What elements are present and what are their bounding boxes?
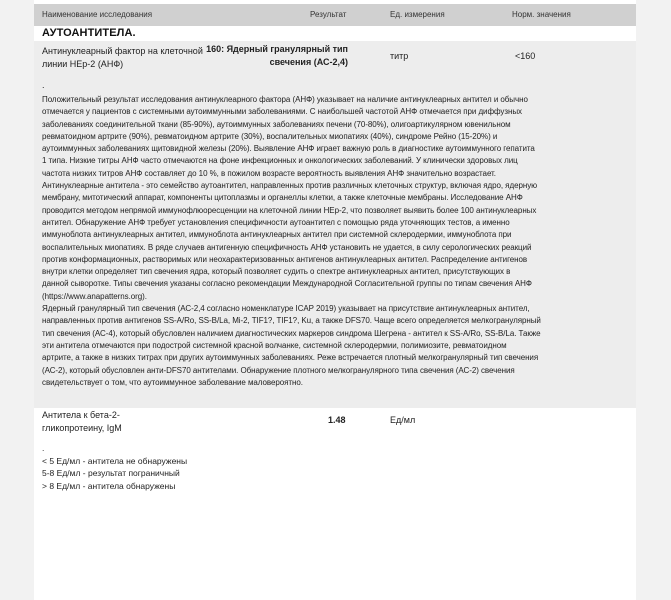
b2gp-reference-notes: . < 5 Ед/мл - антитела не обнаружены 5-8 Ед/мл - результат пограничный > 8 Ед/мл - антитела обнаружены: [42, 443, 188, 491]
b2gp-result: 1.48: [328, 415, 346, 425]
ana-test-name: Антинуклеарный фактор на клеточной линии HEp-2 (АНФ): [42, 46, 203, 69]
table-header: [34, 4, 636, 26]
ana-result: 160: Ядерный гранулярный тип свечения (АС-2,4): [206, 44, 348, 67]
ana-norm: <160: [515, 51, 536, 61]
header-result: Результат: [310, 10, 347, 19]
b2gp-test-name: Антитела к бета-2-гликопротеину, IgM: [42, 410, 122, 433]
header-name: Наименование исследования: [42, 10, 153, 19]
section-title: АУТОАНТИТЕЛА.: [42, 27, 136, 39]
header-norm: Норм. значения: [512, 10, 571, 19]
b2gp-unit: Ед/мл: [390, 415, 416, 425]
header-unit: Ед. измерения: [390, 10, 445, 19]
ana-comment: Положительный результат исследования антинуклеарного фактора (АНФ) указывает на наличие антинуклеарных антител и обычно отмечается у пациентов с системными аутоиммунными заболеваниями. С наибольшей частотой АНФ отмечается при диффузных заболеваниях соединительной ткани (85-90%), аутоиммунных заболеваниях печени (70-80%), олигоартикулярном ювенильном ревматоидном артрите (90%), ревматоидном артрите (30%), воспалительных миопатиях (40%), синдроме Рейно (15-20%) и аутоиммунных заболеваниях щитовидной железы (20%). Выявление АНФ играет важную роль в диагностике аутоиммунного гепатита 1 типа. Низкие титры АНФ часто отмечаются на фоне инфекционных и онкологических заболеваний. У клинически здоровых лиц частота низких титров АНФ составляет до 10 %, в пожилом возрасте вероятность выявления АНФ значительно возрастает. Антинуклеарные антитела - это семейство аутоантител, направленных против различных клеточных структур, включая ядро, ядерную мембрану, митотический аппарат, компоненты цитоплазмы и органеллы клетки, а также клеточные мембраны. Исследование АНФ проводится методом непрямой иммунофлюоресценции на клеточной линии HEp-2, что позволяет выявить более 100 антинуклеарных антител. Обнаружение АНФ требует установления специфичности аутоантител с помощью ряда уточняющих тестов, а именно иммуноблота антинуклеарных антител, иммуноблота антинуклеарных антител при системной склеродермии, иммуноблота при воспалительных миопатиях. В ряде случаев антигенную специфичность АНФ установить не удается, в силу серологических реакций против конформационных, растворимых или неохарактеризованных антигенов антинуклеарных антител. Распределение антигенов внутри клетки определяет тип свечения ядра, который позволяет судить о спектре антинуклеарных антител, присутствующих в данной сыворотке. Типы свечения указаны согласно рекомендации Международной Согласительной группы по типам свечения АНФ (https://www.anapatterns.org). Ядерный гранулярный тип свечения (АС-2,4 согласно номенклатуре ICAP 2019) указывает на присутствие антинуклеарных антител, направленных против антигенов SS-A/Ro, SS-B/La, Mi-2, TIF1?, TIF1?, Ku, а также DFS70. Чаще всего определяется мелкогранулярный тип свечения (АС-4), который обусловлен наличием диагностических маркеров синдрома Шегрена - антител к SS-A/Ro, SS-B/La. Также эти антитела отмечаются при подострой системной красной волчанке, системной склеродермии, полимиозите, ревматоидном артрите, а также в низких титрах при других аутоиммунных заболеваниях. Реже встречается плотный мелкогранулярный тип свечения (АС-2), который обусловлен анти-DFS70 антителами. Обнаружение плотного мелкогранулярного типа свечения (АС-2) свечения свидетельствует о том, что аутоиммунное заболевание маловероятно.: [42, 95, 541, 387]
ana-dot: .: [42, 80, 45, 90]
ana-unit: титр: [390, 51, 409, 61]
